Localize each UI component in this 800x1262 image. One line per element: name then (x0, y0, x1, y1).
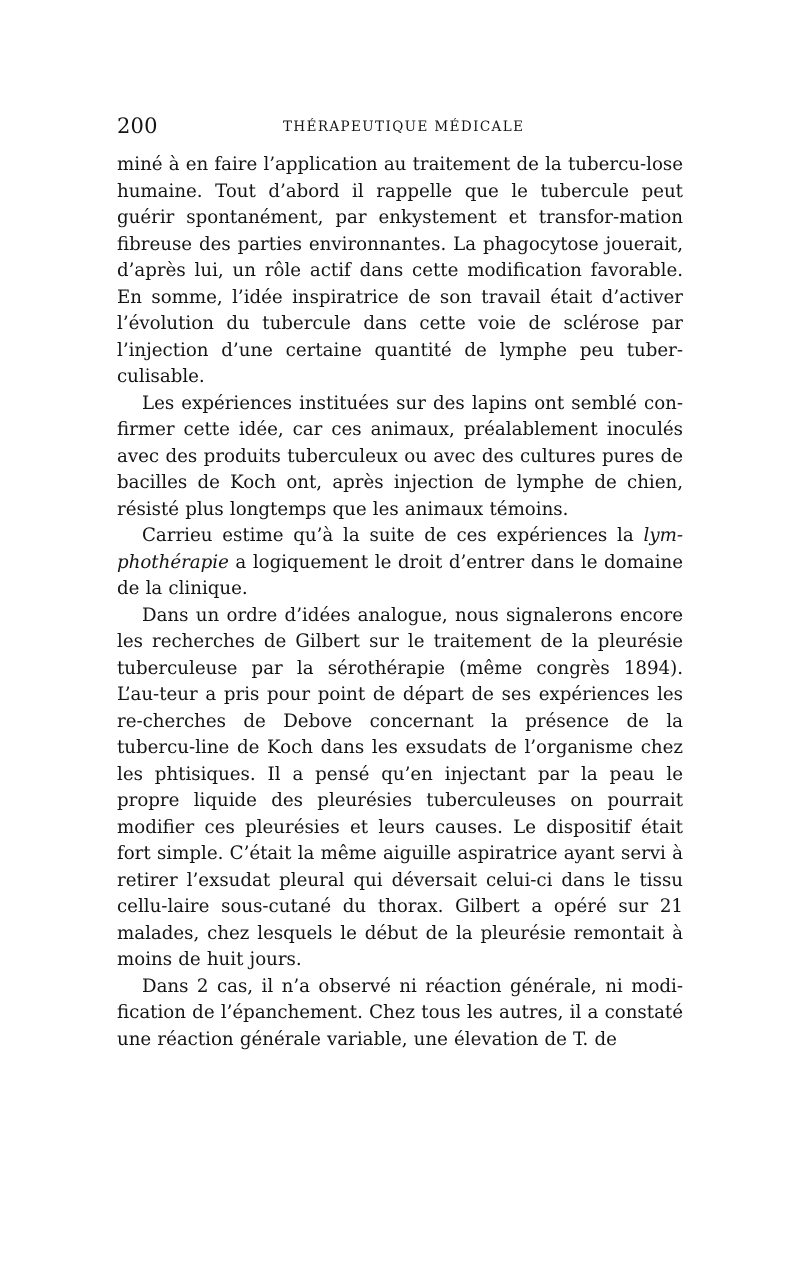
paragraph-5: Dans 2 cas, il n’a observé ni réaction générale, ni modi-fication de l’épanchement. Chez tous les autres, il a constaté une réaction générale variable, une élevation de T. de (117, 975, 683, 1050)
paragraph-3-italic-term: lym-phothérapie (117, 525, 683, 573)
page-number: 200 (117, 114, 158, 138)
page-header (117, 112, 683, 146)
paragraph-3-text-before: Carrieu estime qu’à la suite de ces expériences la (142, 525, 644, 546)
running-title: THÉRAPEUTIQUE MÉDICALE (283, 119, 525, 135)
paragraph-1: miné à en faire l’application au traitement de la tubercu-lose humaine. Tout d’abord il rappelle que le tubercule peut guérir spontanément, par enkystement et transfor-mation fibreuse des parties environnantes. La phagocytose jouerait, d’après lui, un rôle actif dans cette modification favorable. En somme, l’idée inspiratrice de son travail était d’activer l’évolution du tubercule dans cette voie de sclérose par l’injection d’une certaine quantité de lymphe peu tuber-culisable. (117, 154, 683, 387)
paragraph-3 (117, 523, 683, 603)
paragraph-4: Dans un ordre d’idées analogue, nous signalerons encore les recherches de Gilbert sur le traitement de la pleurésie tuberculeuse par la sérothérapie (même congrès 1894). L’au-teur a pris pour point de départ de ses expériences les re-cherches de Debove concernant la présence de la tubercu-line de Koch dans les exsudats de l’organisme chez les phtisiques. Il a pensé qu’en injectant par la peau le propre liquide des pleurésies tuberculeuses on pourrait modifier ces pleurésies et leurs causes. Le dispositif était fort simple. C’était la même aiguille aspiratrice ayant servi à retirer l’exsudat pleural qui déversait celui-ci dans le tissu cellu-laire sous-cutané du thorax. Gilbert a opéré sur 21 malades, chez lesquels le début de la pleurésie remontait à moins de huit jours. (117, 604, 683, 970)
paragraph-3-text-after: a logiquement le droit d’entrer dans le domaine de la clinique. (117, 551, 683, 599)
book-page (117, 112, 683, 1053)
paragraph-2: Les expériences instituées sur des lapins ont semblé con-firmer cette idée, car ces animaux, préalablement inoculés avec des produits tuberculeux ou avec des cultures pures de bacilles de Koch ont, après injection de lymphe de chien, résisté plus longtemps que les animaux témoins. (117, 392, 683, 520)
body-text (117, 152, 683, 1053)
